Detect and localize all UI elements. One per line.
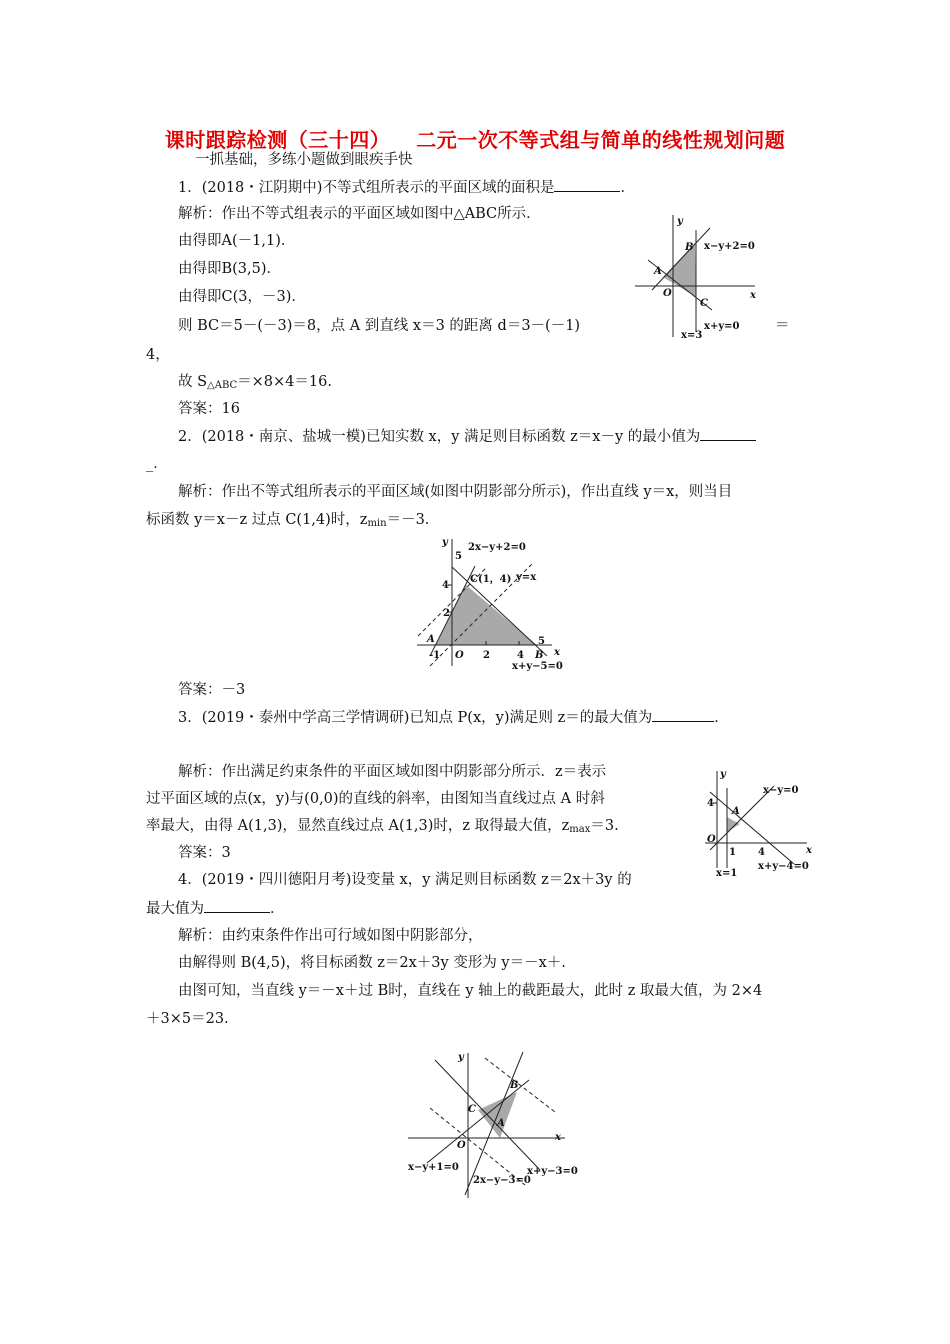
q1-solution-6: 4，	[146, 347, 170, 363]
q3-answer-blank	[652, 707, 714, 722]
q4-stem: 4．(2019・四川德阳月考)设变量 x，y 满足则目标函数 z＝2x＋3y 的	[178, 872, 632, 888]
q3-tick-label-x4: 4	[758, 847, 765, 858]
q1-line-c-label: x=3	[681, 330, 703, 341]
q4-point-b: B	[510, 1080, 519, 1091]
q1-line-b-label: x+y=0	[704, 321, 740, 332]
q1-area-sub: △ABC	[207, 380, 238, 391]
q3-line-c-label: x=1	[716, 868, 738, 879]
q4-line-c-label: x+y−3=0	[527, 1166, 578, 1177]
q1-stem-end: ．	[620, 180, 635, 196]
q1-area-calc: ＝×8×4＝16.	[237, 374, 332, 390]
q3-tick-label-1: 1	[729, 847, 736, 858]
q2-answer-blank	[700, 426, 756, 441]
q3-line-b-label: x+y−4=0	[758, 861, 809, 872]
q1-answer: 答案：16	[178, 401, 240, 417]
q2-tick-label-x4: 4	[517, 650, 524, 661]
q2-point-c: C(1，4)	[470, 574, 512, 585]
q2-point-a: A	[427, 634, 435, 645]
q1-stem-text: 1．(2018・江阴期中)不等式组所表示的平面区域的面积是	[178, 180, 555, 196]
q3-line-a-label: x−y=0	[763, 785, 799, 796]
q1-y-label: y	[677, 216, 683, 227]
q4-line-a-label: x−y+1=0	[408, 1162, 459, 1173]
q3-line-b	[710, 792, 794, 864]
q2-stem-end: _．	[146, 456, 168, 472]
q4-point-a: A	[497, 1118, 505, 1129]
q1-origin: O	[663, 288, 672, 299]
q2-line-yx-label: y=x	[516, 572, 537, 583]
q2-tick-label-4: 4	[442, 580, 449, 591]
q4-line-c	[435, 1060, 540, 1170]
q4-solution-1: 解析：由约束条件作出可行域如图中阴影部分，	[178, 928, 483, 944]
q3-max-value: ＝3.	[590, 818, 619, 834]
q4-solution-2: 由解得则 B(4,5)，将目标函数 z＝2x＋3y 变形为 y＝－x＋.	[178, 955, 566, 971]
q4-answer-blank	[204, 898, 270, 913]
section-heading: 一抓基础，多练小题做到眼疾手快	[195, 152, 413, 168]
q2-solution-2-text: 标函数 y＝x－z 过点 C(1,4)时，z	[146, 512, 368, 528]
q3-solution-1: 解析：作出满足约束条件的平面区域如图中阴影部分所示．z＝表示	[178, 764, 607, 780]
q2-figure	[412, 536, 562, 671]
q1-answer-blank	[554, 177, 620, 192]
q3-solution-3-text: 率最大，由得 A(1,3)，显然直线过点 A(1,3)时，z 取得最大值，z	[146, 818, 570, 834]
q4-line-b-label: 2x−y−3=0	[473, 1175, 531, 1186]
q4-stem-2	[146, 898, 285, 919]
q2-region	[436, 585, 537, 645]
q2-solution-2	[146, 510, 429, 534]
q4-y-label: y	[458, 1052, 464, 1063]
q3-stem-text: 3．(2019・泰州中学高三学情调研)已知点 P(x，y)满足则 z＝的最大值为	[178, 710, 653, 726]
q4-solution-3: 由图可知，当直线 y＝－x＋过 B时，直线在 y 轴上的截距最大，此时 z 取最大值，为 2×4	[178, 983, 763, 999]
q3-stem	[178, 707, 729, 728]
q2-tick-label-m1: -1	[429, 650, 441, 661]
q2-stem	[178, 426, 756, 447]
q4-x-label: x	[555, 1132, 561, 1143]
q4-line-b	[465, 1052, 523, 1195]
q4-stem-end: ．	[270, 901, 285, 917]
q2-x-label: x	[554, 647, 560, 658]
q2-tick-label-x2: 2	[483, 650, 490, 661]
q2-origin: O	[455, 650, 464, 661]
q4-stem-text: 最大值为	[146, 901, 204, 917]
q3-region	[727, 817, 740, 832]
q1-figure	[630, 212, 760, 342]
title-part1: 课时跟踪检测（三十四）	[164, 128, 391, 152]
q3-solution-2: 过平面区域的点(x，y)与(0,0)的直线的斜率，由图知当直线过点 A 时斜	[146, 791, 605, 807]
q2-answer: 答案：－3	[178, 682, 246, 698]
q3-tick-label-4: 4	[707, 798, 714, 809]
q4-origin: O	[457, 1140, 466, 1151]
q1-line-a-label: x−y+2=0	[704, 241, 755, 252]
q1-solution-1: 解析：作出不等式组表示的平面区域如图中△ABC所示．	[178, 206, 541, 222]
q3-figure	[702, 768, 812, 878]
q2-point-b: B	[535, 650, 544, 661]
q4-figure	[405, 1050, 585, 1200]
q4-solution-4: ＋3×5＝23.	[146, 1011, 229, 1027]
page-title	[0, 124, 950, 153]
q2-min-sub: min	[367, 518, 387, 529]
q3-point-a: A	[732, 806, 740, 817]
q1-area-label: 故 S	[178, 374, 208, 390]
title-part2: 二元一次不等式组与简单的线性规划问题	[416, 128, 786, 152]
q2-stem-text: 2．(2018・南京、盐城一模)已知实数 x，y 满足则目标函数 z＝x－y 的最小值为	[178, 429, 701, 445]
q3-x-label: x	[806, 845, 812, 856]
q2-line-b-label: x+y−5=0	[512, 661, 563, 672]
q1-point-c: C	[700, 298, 708, 309]
q2-solution-1: 解析：作出不等式组所表示的平面区域(如图中阴影部分所示)，作出直线 y＝x，则当目	[178, 484, 733, 500]
q3-origin: O	[707, 834, 716, 845]
q2-min-value: ＝－3.	[386, 512, 430, 528]
q1-point-b: B	[685, 242, 694, 253]
q3-max-sub: max	[569, 824, 591, 835]
q4-dash-bottom	[430, 1108, 525, 1185]
q2-tick-label-5: 5	[455, 551, 462, 562]
q1-solution-3: 由得即B(3,5)．	[178, 261, 282, 277]
q2-tick-label-x5: 5	[538, 636, 545, 647]
q1-solution-2: 由得即A(－1,1)．	[178, 233, 296, 249]
q1-solution-4: 由得即C(3，－3)．	[178, 289, 306, 305]
q3-y-label: y	[720, 769, 726, 780]
q1-solution-7	[178, 372, 332, 396]
q4-point-c: C	[468, 1104, 476, 1115]
q3-stem-end: ．	[714, 710, 729, 726]
q1-x-label: x	[750, 290, 756, 301]
q2-tick-label-2: 2	[443, 608, 450, 619]
q1-solution-5-eq: ＝	[775, 318, 790, 334]
q3-solution-3	[146, 816, 619, 840]
q4-line-a	[427, 1080, 529, 1163]
q2-line-a-label: 2x−y+2=0	[468, 542, 526, 553]
q1-solution-5: 则 BC＝5－(－3)＝8，点 A 到直线 x＝3 的距离 d＝3－(－1)	[178, 318, 581, 334]
q3-answer: 答案：3	[178, 845, 231, 861]
q2-y-label: y	[442, 537, 448, 548]
q1-stem	[178, 177, 635, 198]
q1-point-a: A	[654, 266, 662, 277]
